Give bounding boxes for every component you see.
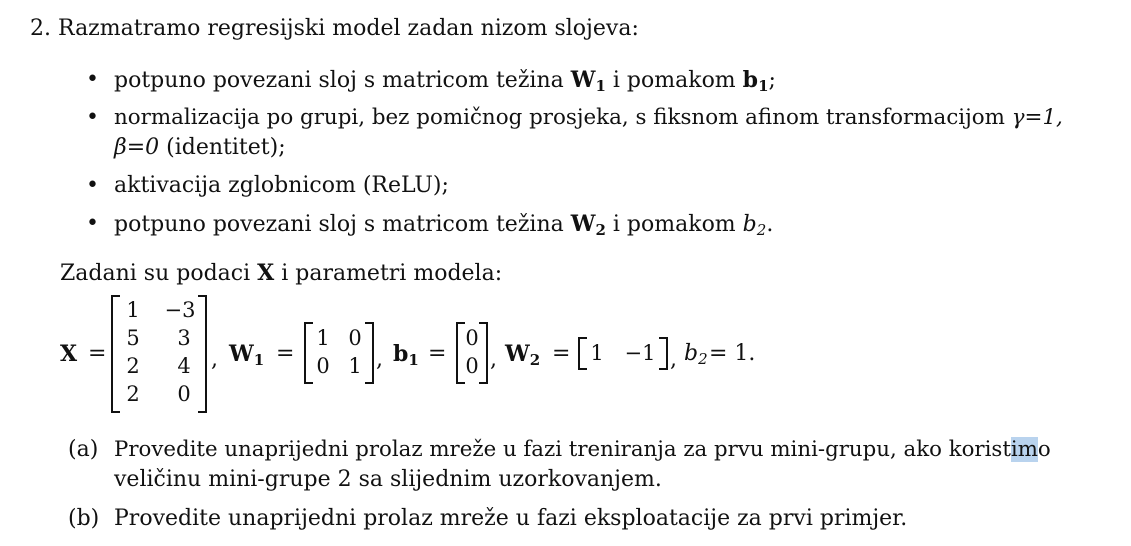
bullet-item-1: potpuno povezani sloj s matricom težina $W_1$ i pomakom $b_1$; [114,67,776,95]
b2-value: = 1. [709,341,756,366]
subquestion-b-label: (b) [68,506,100,531]
subquestion-b-line: Provedite unaprijedni prolaz mreže u fazi eksploatacije za prvi primjer. [114,506,908,531]
bullet-dot: • [86,211,99,236]
comma: , [211,347,218,372]
matrix-b1: 0 0 [456,322,488,384]
bullet-dot: • [86,67,99,92]
subquestion-a-line-2: veličinu mini-grupe 2 sa slijednim uzorkovanjem. [114,467,662,492]
bullet-dot: • [86,173,99,198]
beta-value: β=0 [114,135,160,160]
problem-intro [30,15,639,43]
w1-label: $W_1$ [229,341,265,369]
equals-sign: = [276,341,295,366]
bullet-item-2-line-2: β=0 (identitet); [114,135,286,160]
matrix-w1: 1 0 0 1 [304,322,374,384]
bullet-item-4: potpuno povezani sloj s matricom težina $W_2$ i pomakom $b_2$. [114,211,774,239]
b2-label: $b_2$ [684,341,708,368]
bullet-item-2-line-1: normalizacija po grupi, bez pomičnog prosjeka, s fiksnom afinom transformacijom γ=1, [114,105,1063,130]
matrix-x: 1 −3 5 3 2 4 2 0 [111,295,207,413]
bullet-dot: • [86,105,99,130]
matrix-bracket-left [111,295,120,413]
problem-number: 2. [30,16,51,41]
equals-sign: = [88,341,107,366]
equals-sign: = [552,341,571,366]
b1-symbol: $b_1$ [742,67,769,95]
problem-intro-text: Razmatramo regresijski model zadan nizom slojeva: [58,16,639,41]
subquestion-a-line-1: Provedite unaprijedni prolaz mreže u fazi treniranja za prvu mini-grupu, ako koristimo [114,437,1051,462]
given-intro: Zadani su podaci X i parametri modela: [60,260,503,286]
subquestion-a-label: (a) [68,437,99,462]
comma: , [376,347,383,372]
comma: , [670,347,677,372]
w2-label: $W_2$ [505,341,541,369]
gamma-value: γ=1, [1011,105,1063,130]
x-label: X [60,341,78,367]
b1-label: $b_1$ [393,341,419,369]
w2-symbol: $W_2$ [570,211,606,239]
equals-sign: = [428,341,447,366]
w1-symbol: $W_1$ [570,67,606,95]
matrix-bracket-right [198,295,207,413]
comma: , [490,347,497,372]
matrix-bracket-right [365,322,374,384]
bullet-item-3: aktivacija zglobnicom (ReLU); [114,173,449,198]
matrix-bracket-right [659,337,668,370]
b2-symbol: $b_2$ [742,212,767,239]
text-selection-highlight[interactable]: im [1010,437,1038,462]
matrix-w2: 1 −1 [578,337,668,370]
